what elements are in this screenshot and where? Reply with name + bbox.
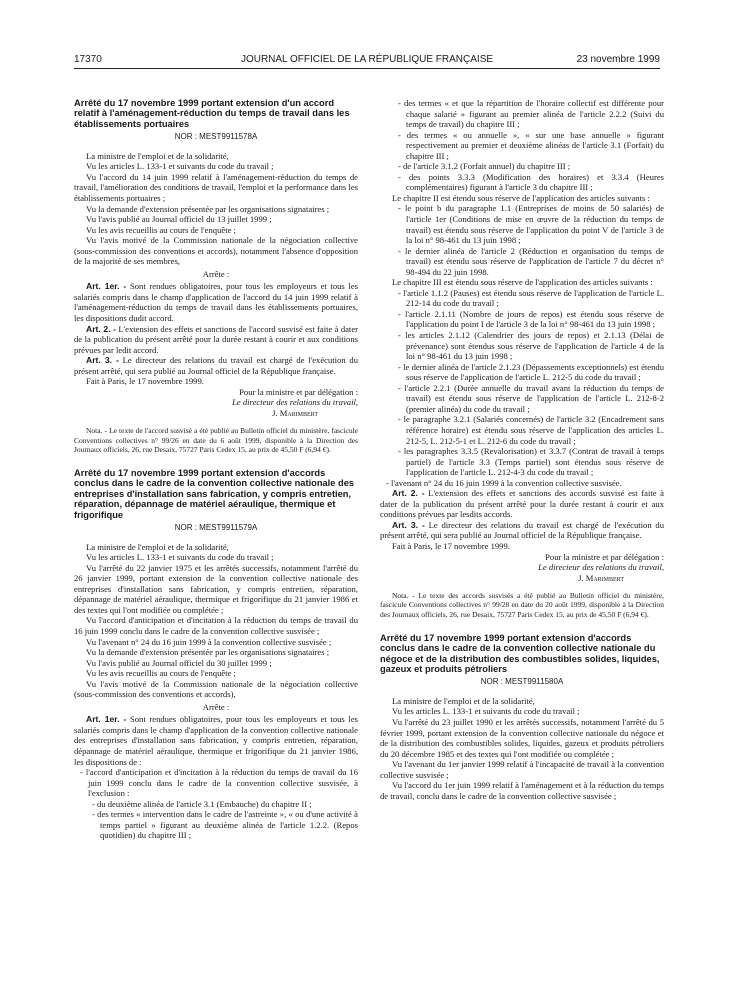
paragraph: Vu les avis recueillis au cours de l'enquête ; [86, 224, 236, 235]
paragraph: Vu l'avenant n° 24 du 16 juin 1999 à la convention collective susvisée ; [86, 636, 332, 647]
decree-title: Arrêté du 17 novembre 1999 portant extension d'accords conclus dans le cadre de la convention collective nationale du négoce et de la distribution des combustibles solides, liquides, gazeux et produits pétroliers [380, 632, 660, 674]
paragraph: La ministre de l'emploi et de la solidarité, [392, 695, 535, 706]
article-number: Art. 1er. - [86, 281, 127, 292]
arrete-heading: Arrête : [202, 701, 230, 712]
article-paragraph [74, 324, 358, 356]
article-paragraph [380, 520, 664, 541]
article-number: Art. 3. - [392, 519, 425, 530]
paragraph: Vu l'avis motivé de la Commission nationale de la négociation collective (sous-commission des conventions et accords), notamment l'absence d'opposition de la majorité de ses membres, [74, 235, 358, 267]
article-paragraph [74, 355, 358, 376]
paragraph: La ministre de l'emploi et de la solidarité, [86, 541, 229, 552]
article-text: L'extension des effets et sanctions de l'accord susvisé est faite à dater de la publication du présent arrêté pour la durée restant à courir et aux conditions prévues par ledit accord. [74, 323, 358, 355]
sub-list-item: - des termes « intervention dans le cadre de l'astreinte », « ou d'une activité à temps partiel » figurant au deuxième alinéa de l'article 1.2.2. (Repos quotidien) du chapitre III ; [92, 809, 358, 841]
paragraph: Vu les articles L. 133-1 et suivants du code du travail ; [392, 706, 580, 717]
signature-line: Pour la ministre et par délégation : [545, 551, 664, 562]
issue-date: 23 novembre 1999 [576, 54, 660, 65]
sub-list-item: - le point b du paragraphe 1.1 (Entreprises de moins de 50 salariés) de l'article 1er (Conditions de mise en œuvre de la réduction du temps de travail) est étendu sous réserve de l'application du point V de l'article 3 de la loi n° 98-461 du 13 juin 1998 ; [398, 203, 664, 246]
article-text: Le directeur des relations du travail est chargé de l'exécution du présent arrêté, qui sera publié au Journal officiel de la République française. [380, 519, 664, 541]
article-paragraph [74, 714, 358, 767]
article-text: L'extension des effets et sanctions des accords susvisé est faite à dater de la publication du présent arrêté pour la durée restant à courir et aux conditions prévues par lesdits accords. [380, 488, 664, 520]
nota-note: Nota. - Le texte des accords susvisés a été publié au Bulletin officiel du ministère, fascicule Conventions collectives n° 99/28 en date du 20 août 1999, disponible à la Direction des Journaux officiels, 26, rue Desaix, 75727 Paris Cedex 15, au prix de 45,50 F (6,94 €). [380, 591, 664, 619]
sub-list-item: - les articles 2.1.12 (Calendrier des jours de repos) et 2.1.13 (Délai de prévenance) sont étendus sous réserve de l'application de l'article 4 de la loi n° 98-461 du 13 juin 1998 ; [398, 330, 664, 362]
section-gap [74, 454, 358, 468]
left-column [74, 98, 358, 841]
section-gap [380, 619, 664, 633]
paragraph: Le chapitre III est étendu sous réserve de l'application des articles suivants : [392, 277, 653, 288]
signature-title: Le directeur des relations du travail, [538, 562, 664, 573]
paragraph: Vu les articles L. 133-1 et suivants du code du travail ; [86, 552, 274, 563]
paragraph: Vu l'avis publié au Journal officiel du 13 juillet 1999 ; [86, 214, 272, 225]
sub-list-item: - le paragraphe 3.2.1 (Salariés concernés) de l'article 3.2 (Encadrement sans référence horaire) est étendu sous réserve de l'application des articles L. 212-5, L. 212-5-1 et L. 212-6 du code du travail ; [398, 414, 664, 446]
paragraph: Vu la demande d'extension présentée par les organisations signataires ; [86, 647, 330, 658]
article-paragraph [74, 281, 358, 323]
paragraph: Vu l'arrêté du 23 juillet 1990 et les arrêtés successifs, notamment l'arrêté du 5 février 1999, portant extension de la convention collective nationale du négoce et de la distribution des combustibles solides, liquides, gazeux et produits pétroliers du 20 décembre 1985 et des textes qui l'ont modifiée ou complétée ; [380, 717, 664, 759]
article-number: Art. 3. - [86, 355, 119, 366]
nor-reference: NOR : MEST9911579A [174, 523, 258, 533]
nota-note: Nota. - Le texte de l'accord susvisé a été publié au Bulletin officiel du ministère, fascicule Conventions collectives n° 99/26 en date du 6 août 1999, disponible à la Direction des Journaux officiels, 26, rue Desaix, 75727 Paris Cedex 15, au prix de 45,50 F (6,94 €). [74, 426, 358, 454]
list-item: - l'accord d'anticipation et d'incitation à la réduction du temps de travail du 16 juin 1999 conclu dans le cadre de la convention collective susvisée, à l'exclusion : [80, 767, 358, 799]
sub-list-item: - de l'article 3.1.2 (Forfait annuel) du chapitre III ; [398, 161, 571, 172]
sub-list-item: - le dernier alinéa de l'article 2 (Réduction et organisation du temps de travail) est étendu sous réserve de l'application de l'article 7 du décret n° 98-494 du 22 juin 1998. [398, 245, 664, 277]
signature-name: J. Marimbert [272, 407, 318, 418]
paragraph: La ministre de l'emploi et de la solidarité, [86, 150, 229, 161]
paragraph: Fait à Paris, le 17 novembre 1999. [86, 376, 204, 387]
paragraph: Vu les avis recueillis au cours de l'enquête ; [86, 668, 236, 679]
list-item: - l'avenant n° 24 du 16 juin 1999 à la convention collective susvisée. [386, 477, 622, 488]
sub-list-item: - du deuxième alinéa de l'article 3.1 (Embauche) du chapitre II ; [92, 798, 312, 809]
sub-list-item: - des points 3.3.3 (Modification des horaires) et 3.3.4 (Heures complémentaires) figurant à l'article 3 du chapitre III ; [398, 171, 664, 193]
sub-list-item: - des termes « et que la répartition de l'horaire collectif est différente pour chaque salarié » figurant au premier alinéa de l'article 2.2.2 (Suivi du temps de travail) du chapitre III ; [398, 98, 664, 130]
signature-title: Le directeur des relations du travail, [232, 397, 358, 408]
right-column [380, 98, 664, 801]
paragraph: Vu la demande d'extension présentée par les organisations signataires ; [86, 203, 330, 214]
article-text: Sont rendues obligatoires, pour tous les employeurs et tous les salariés compris dans le champ d'application de la convention collective nationale des entreprises d'installation sans fabrication, y compris entretien, réparation, dépannage de matériel aéraulique, thermique et frigorifique du 21 janvier 1986, les dispositions de : [74, 714, 358, 767]
paragraph: Le chapitre II est étendu sous réserve de l'application des articles suivants : [392, 192, 650, 203]
nor-reference: NOR : MEST9911580A [480, 677, 564, 687]
paragraph: Vu l'avis motivé de la Commission nationale de la négociation collective (sous-commission des conventions et accords), [74, 678, 358, 700]
page-header [74, 54, 660, 68]
paragraph: Vu les articles L. 133-1 et suivants du code du travail ; [86, 161, 274, 172]
sub-list-item: - l'article 1.1.2 (Pauses) est étendu sous réserve de l'application de l'article L. 212-14 du code du travail ; [398, 287, 664, 309]
journal-title: JOURNAL OFFICIEL DE LA RÉPUBLIQUE FRANÇAISE [240, 54, 494, 65]
signature-name: J. Marimbert [578, 572, 624, 583]
paragraph: Vu l'accord d'anticipation et d'incitation à la réduction du temps de travail du 16 juin 1999 conclu dans le cadre de la convention collective susvisée ; [74, 615, 358, 636]
page-number: 17370 [74, 54, 102, 65]
article-text: Le directeur des relations du travail est chargé de l'exécution du présent arrêté, qui sera publié au Journal officiel de la République française. [74, 355, 358, 376]
sub-list-item: - l'article 2.1.11 (Nombre de jours de repos) est étendu sous réserve de l'application du point I de l'article 3 de la loi n° 98-461 du 13 juin 1998 ; [398, 308, 664, 330]
article-text: Sont rendues obligatoires, pour tous les employeurs et tous les salariés compris dans le champ d'application de l'accord du 14 juin 1999 relatif à l'aménagement-réduction du temps de travail dans les établissements portuaires, les dispositions dudit accord. [74, 281, 358, 323]
paragraph: Vu l'accord du 14 juin 1999 relatif à l'aménagement-réduction du temps de travail, l'amélioration des conditions de travail, l'emploi et la performance dans les établissements portuaires ; [74, 171, 358, 203]
paragraph: Fait à Paris, le 17 novembre 1999. [392, 540, 510, 551]
article-number: Art. 2. - [392, 488, 425, 499]
article-number: Art. 2. - [86, 323, 116, 334]
header-rule [74, 68, 660, 69]
decree-title: Arrêté du 17 novembre 1999 portant extension d'un accord relatif à l'aménagement-réduction du temps de travail dans les établissements portuaires [74, 98, 350, 129]
decree-title: Arrêté du 17 novembre 1999 portant extension d'accords conclus dans le cadre de la convention collective nationale des entreprises d'installation sans fabrication, y compris entretien, réparation, dépannage de matériel aéraulique, thermique et frigorifique [74, 468, 355, 520]
sub-list-item: - l'article 2.2.1 (Durée annuelle du travail avant la réduction du temps de travail) est étendu sous réserve de l'application de l'article L. 212-8-2 (premier alinéa) du code du travail ; [398, 382, 664, 414]
paragraph: Vu l'accord du 1er juin 1999 relatif à l'aménagement et à la réduction du temps de travail, conclu dans le cadre de la convention collective susvisée ; [380, 780, 664, 801]
article-paragraph [380, 488, 664, 520]
paragraph: Vu l'arrêté du 22 janvier 1975 et les arrêtés successifs, notamment l'arrêté du 26 janvier 1999, portant extension de la convention collective nationale des entreprises d'installation sans fabrication, y compris entretien, réparation, dépannage de matériel aéraulique, thermique et frigorifique du 21 janvier 1986 et des textes qui l'ont modifiée ou complétée ; [74, 562, 358, 615]
article-number: Art. 1er. - [86, 714, 127, 725]
paragraph: Vu l'avenant du 1er janvier 1999 relatif à l'incapacité de travail à la convention collective susvisée ; [380, 759, 664, 780]
sub-list-item: - les paragraphes 3.3.5 (Revalorisation) et 3.3.7 (Contrat de travail à temps partiel) de l'article 3.3 (Temps partiel) sont étendus sous réserve de l'application de l'article L. 212-4-3 du code du travail ; [398, 446, 664, 478]
arrete-heading: Arrête : [202, 268, 230, 279]
signature-line: Pour la ministre et par délégation : [239, 386, 358, 397]
sub-list-item: - des termes « ou annuelle », « sur une base annuelle » figurant respectivement au premier et deuxième alinéas de l'article 3.1 (Forfait) du chapitre III ; [398, 129, 664, 161]
sub-list-item: - le dernier alinéa de l'article 2.1.23 (Dépassements exceptionnels) est étendu sous réserve de l'application de l'article L. 212-5 du code du travail ; [398, 361, 664, 383]
nor-reference: NOR : MEST9911578A [174, 132, 258, 142]
paragraph: Vu l'avis publié au Journal officiel du 30 juillet 1999 ; [86, 657, 272, 668]
